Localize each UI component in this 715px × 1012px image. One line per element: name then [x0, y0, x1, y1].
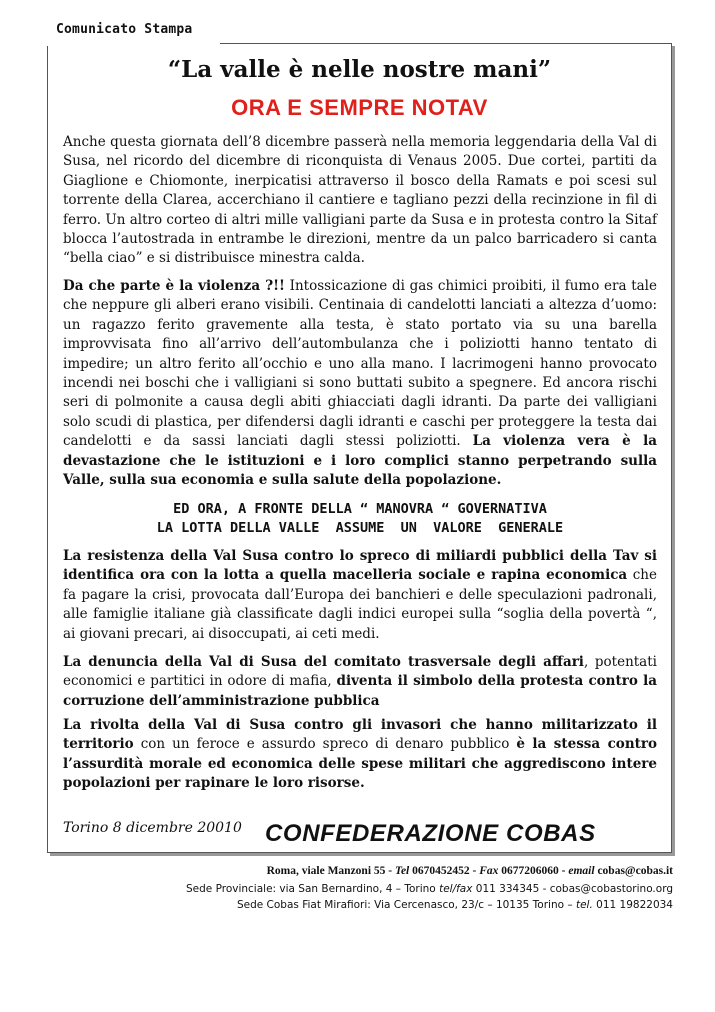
- paragraph-denuncia-body: , potentati economici e partitici in odore di mafia,: [63, 654, 657, 690]
- paragraph-violence-lead: Da che parte è la violenza ?!!: [63, 278, 285, 294]
- paragraph-resistance-lead: La resistenza della Val Susa contro lo spreco di miliardi pubblici della Tav si identifica ora con la lotta a quella macelleria sociale e rapina economica: [63, 548, 657, 584]
- section-heading-line-2: LA LOTTA DELLA VALLE ASSUME UN VALORE GENERALE: [156, 520, 564, 536]
- document-subtitle: ORA E SEMPRE NOTAV: [231, 95, 488, 120]
- paragraph-rivolta-lead: La rivolta della Val di Susa contro gli invasori che hanno militarizzato il territorio: [63, 717, 657, 753]
- footer-address-rome: Roma, viale Manzoni 55 - Tel 0670452452 - Fax 0677206060 - email cobas@cobas.it: [266, 865, 673, 877]
- section-heading: [63, 500, 657, 538]
- signature-date: Torino 8 dicembre 20010: [63, 820, 242, 836]
- paragraph-intro: Anche questa giornata dell’8 dicembre passerà nella memoria leggendaria della Val di Susa, nel ricordo del dicembre di riconquista di Venaus 2005. Due cortei, partiti da Giaglione e Chiomonte, inerpicatisi attraverso il bosco della Ramats e poi scesi sul torrente della Clarea, accerchiano il cantiere e tagliano pezzi della recinzione in fil di ferro. Un altro corteo di altri mille valligiani parte da Susa e in protesta contro la Sitaf blocca l’autostrada in entrambe le direzioni, mentre da un palco barricadero si canta “bella ciao” e si distribuisce minestra calda.: [63, 134, 657, 267]
- paragraph-violence-conclusion: La violenza vera è la devastazione che le istituzioni e i loro complici stanno perpetrando sulla Valle, sulla sua economia e sulla salute della popolazione.: [63, 433, 657, 489]
- paragraph-rivolta-body: con un feroce e assurdo spreco di denaro pubblico: [133, 736, 517, 753]
- footer-address-mirafiori: Sede Cobas Fiat Mirafiori: Via Cercenasco, 23/c – 10135 Torino – tel. 011 19822034: [236, 899, 673, 911]
- paragraph-violence: [63, 277, 657, 490]
- paragraph-resistance: [63, 547, 657, 644]
- footer-address-turin: Sede Provinciale: via San Bernardino, 4 – Torino tel/fax 011 334345 - cobas@cobastorino.org: [186, 883, 673, 895]
- frame-label-notch: [46, 40, 220, 46]
- document-title: “La valle è nelle nostre mani”: [167, 56, 552, 83]
- paragraph-denuncia-conclusion: diventa il simbolo della protesta contro la corruzione dell’amministrazione pubblica: [63, 673, 657, 709]
- organization-name: CONFEDERAZIONE COBAS: [265, 820, 596, 847]
- section-heading-line-1: ED ORA, A FRONTE DELLA “ MANOVRA “ GOVERNATIVA: [173, 501, 547, 517]
- paragraph-rivolta: [63, 716, 657, 794]
- paragraph-denuncia: [63, 653, 657, 711]
- paragraph-denuncia-lead: La denuncia della Val di Susa del comitato trasversale degli affari: [63, 654, 584, 670]
- paragraph-violence-body: Intossicazione di gas chimici proibiti, il fumo era tale che neppure gli alberi erano visibili. Centinaia di candelotti lanciati a altezza d’uomo: un ragazzo ferito gravemente alla testa, è stato portato via su una barella improvvisata fino all’arrivo dell’autombulanza che i poliziotti hanno tentato di impedire; un altro ferito all’occhio e uno alla mano. I lacrimogeni hanno provocato incendi nei boschi che i valligiani si sono buttati subito a spegnere. Ed ancora rischi seri di polmonite a causa degli abiti ghiacciati dagli idranti. Da parte dei valligiani solo scudi di plastica, per difendersi dagli idranti e caschi per proteggere la testa dai candelotti e da sassi lanciati dagli stessi poliziotti.: [63, 278, 657, 450]
- paragraph-resistance-body: che fa pagare la crisi, provocata dall’Europa dei banchieri e delle speculazioni padronali, alle famiglie italiane già classificate dagli indici europei sulla “soglia della povertà “, ai giovani precari, ai disoccupati, ai ceti medi.: [63, 567, 657, 642]
- press-release-label: Comunicato Stampa: [56, 22, 193, 37]
- paragraph-rivolta-conclusion: è la stessa contro l’assurdità morale ed economica delle spese militari che aggrediscono intere popolazioni per rapinare le loro risorse.: [63, 736, 657, 792]
